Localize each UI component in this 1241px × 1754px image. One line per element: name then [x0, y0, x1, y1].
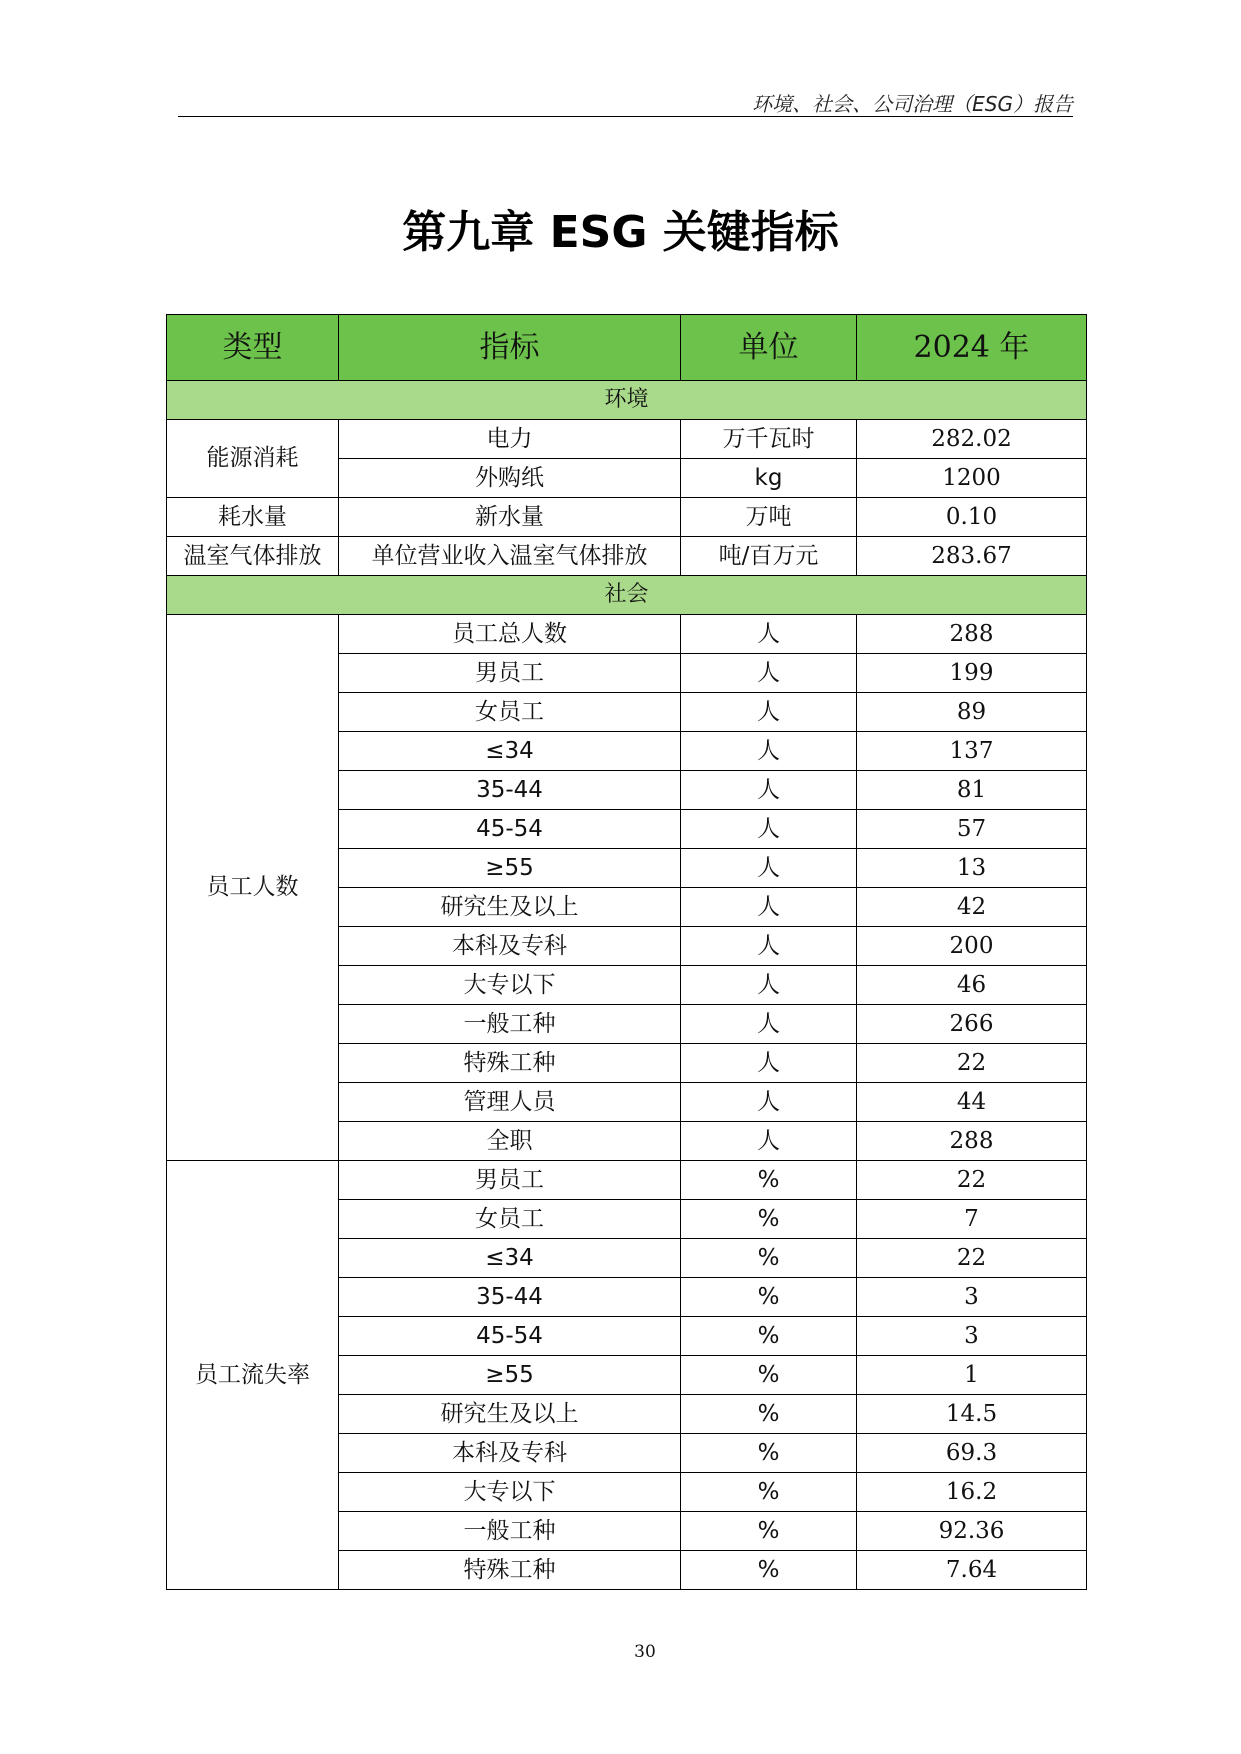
- unit-cell: 万吨: [681, 498, 857, 537]
- column-header-type: 类型: [167, 315, 339, 381]
- table-row: [167, 537, 1087, 576]
- indicator-cell: 男员工: [339, 1161, 681, 1200]
- unit-cell: %: [681, 1317, 857, 1356]
- value-cell: 288: [857, 1122, 1087, 1161]
- column-header-unit: 单位: [681, 315, 857, 381]
- indicator-cell: 大专以下: [339, 966, 681, 1005]
- unit-cell: %: [681, 1161, 857, 1200]
- indicator-cell: ≤34: [339, 1239, 681, 1278]
- unit-cell: 人: [681, 810, 857, 849]
- indicator-cell: 全职: [339, 1122, 681, 1161]
- unit-cell: %: [681, 1551, 857, 1590]
- unit-cell: %: [681, 1512, 857, 1551]
- indicator-cell: 一般工种: [339, 1005, 681, 1044]
- indicator-cell: 管理人员: [339, 1083, 681, 1122]
- indicator-cell: 外购纸: [339, 459, 681, 498]
- value-cell: 89: [857, 693, 1087, 732]
- indicator-cell: 研究生及以上: [339, 888, 681, 927]
- table-header-row: [167, 315, 1087, 381]
- unit-cell: 人: [681, 654, 857, 693]
- indicator-cell: 新水量: [339, 498, 681, 537]
- value-cell: 7.64: [857, 1551, 1087, 1590]
- table-row: [167, 498, 1087, 537]
- value-cell: 1: [857, 1356, 1087, 1395]
- category-cell: 温室气体排放: [167, 537, 339, 576]
- indicator-cell: ≥55: [339, 849, 681, 888]
- value-cell: 266: [857, 1005, 1087, 1044]
- indicator-cell: 本科及专科: [339, 927, 681, 966]
- value-cell: 0.10: [857, 498, 1087, 537]
- value-cell: 42: [857, 888, 1087, 927]
- unit-cell: 人: [681, 966, 857, 1005]
- page-number: 30: [634, 1642, 656, 1662]
- unit-cell: 人: [681, 1083, 857, 1122]
- value-cell: 46: [857, 966, 1087, 1005]
- running-header: 环境、社会、公司治理（ESG）报告: [752, 92, 1073, 116]
- value-cell: 92.36: [857, 1512, 1087, 1551]
- column-header-indicator: 指标: [339, 315, 681, 381]
- indicator-cell: 45-54: [339, 810, 681, 849]
- unit-cell: 人: [681, 615, 857, 654]
- value-cell: 16.2: [857, 1473, 1087, 1512]
- unit-cell: 人: [681, 1044, 857, 1083]
- indicator-cell: 男员工: [339, 654, 681, 693]
- category-cell: 耗水量: [167, 498, 339, 537]
- section-label: 社会: [167, 576, 1087, 615]
- unit-cell: 人: [681, 888, 857, 927]
- unit-cell: 吨/百万元: [681, 537, 857, 576]
- indicator-cell: 员工总人数: [339, 615, 681, 654]
- page-title: 第九章 ESG 关键指标: [402, 207, 839, 258]
- indicator-cell: 特殊工种: [339, 1044, 681, 1083]
- unit-cell: 人: [681, 1122, 857, 1161]
- value-cell: 57: [857, 810, 1087, 849]
- indicator-cell: 45-54: [339, 1317, 681, 1356]
- indicator-cell: 女员工: [339, 1200, 681, 1239]
- value-cell: 22: [857, 1161, 1087, 1200]
- category-cell: 能源消耗: [167, 420, 339, 498]
- indicator-cell: 电力: [339, 420, 681, 459]
- indicator-cell: 35-44: [339, 1278, 681, 1317]
- value-cell: 22: [857, 1044, 1087, 1083]
- column-header-year: 2024 年: [857, 315, 1087, 381]
- table-row: [167, 615, 1087, 654]
- indicator-cell: 本科及专科: [339, 1434, 681, 1473]
- unit-cell: %: [681, 1395, 857, 1434]
- unit-cell: 人: [681, 732, 857, 771]
- unit-cell: %: [681, 1434, 857, 1473]
- indicator-cell: 特殊工种: [339, 1551, 681, 1590]
- table-row: [167, 420, 1087, 459]
- category-cell: 员工流失率: [167, 1161, 339, 1590]
- indicator-cell: ≤34: [339, 732, 681, 771]
- table-body: [167, 381, 1087, 1590]
- value-cell: 7: [857, 1200, 1087, 1239]
- indicator-cell: 女员工: [339, 693, 681, 732]
- indicator-cell: 大专以下: [339, 1473, 681, 1512]
- category-cell: 员工人数: [167, 615, 339, 1161]
- unit-cell: kg: [681, 459, 857, 498]
- table-row: [167, 1161, 1087, 1200]
- unit-cell: %: [681, 1239, 857, 1278]
- value-cell: 3: [857, 1317, 1087, 1356]
- header-rule: [178, 116, 1073, 117]
- indicator-cell: 一般工种: [339, 1512, 681, 1551]
- unit-cell: 人: [681, 927, 857, 966]
- indicator-cell: ≥55: [339, 1356, 681, 1395]
- value-cell: 44: [857, 1083, 1087, 1122]
- esg-kpi-table: [166, 314, 1087, 1590]
- value-cell: 200: [857, 927, 1087, 966]
- unit-cell: %: [681, 1473, 857, 1512]
- unit-cell: 人: [681, 693, 857, 732]
- value-cell: 199: [857, 654, 1087, 693]
- value-cell: 13: [857, 849, 1087, 888]
- value-cell: 288: [857, 615, 1087, 654]
- value-cell: 14.5: [857, 1395, 1087, 1434]
- value-cell: 69.3: [857, 1434, 1087, 1473]
- indicator-cell: 单位营业收入温室气体排放: [339, 537, 681, 576]
- unit-cell: 人: [681, 1005, 857, 1044]
- section-row: [167, 576, 1087, 615]
- value-cell: 81: [857, 771, 1087, 810]
- unit-cell: 人: [681, 771, 857, 810]
- unit-cell: %: [681, 1278, 857, 1317]
- indicator-cell: 35-44: [339, 771, 681, 810]
- unit-cell: %: [681, 1356, 857, 1395]
- value-cell: 3: [857, 1278, 1087, 1317]
- section-label: 环境: [167, 381, 1087, 420]
- value-cell: 137: [857, 732, 1087, 771]
- indicator-cell: 研究生及以上: [339, 1395, 681, 1434]
- unit-cell: 人: [681, 849, 857, 888]
- section-row: [167, 381, 1087, 420]
- value-cell: 22: [857, 1239, 1087, 1278]
- value-cell: 282.02: [857, 420, 1087, 459]
- unit-cell: %: [681, 1200, 857, 1239]
- value-cell: 283.67: [857, 537, 1087, 576]
- value-cell: 1200: [857, 459, 1087, 498]
- unit-cell: 万千瓦时: [681, 420, 857, 459]
